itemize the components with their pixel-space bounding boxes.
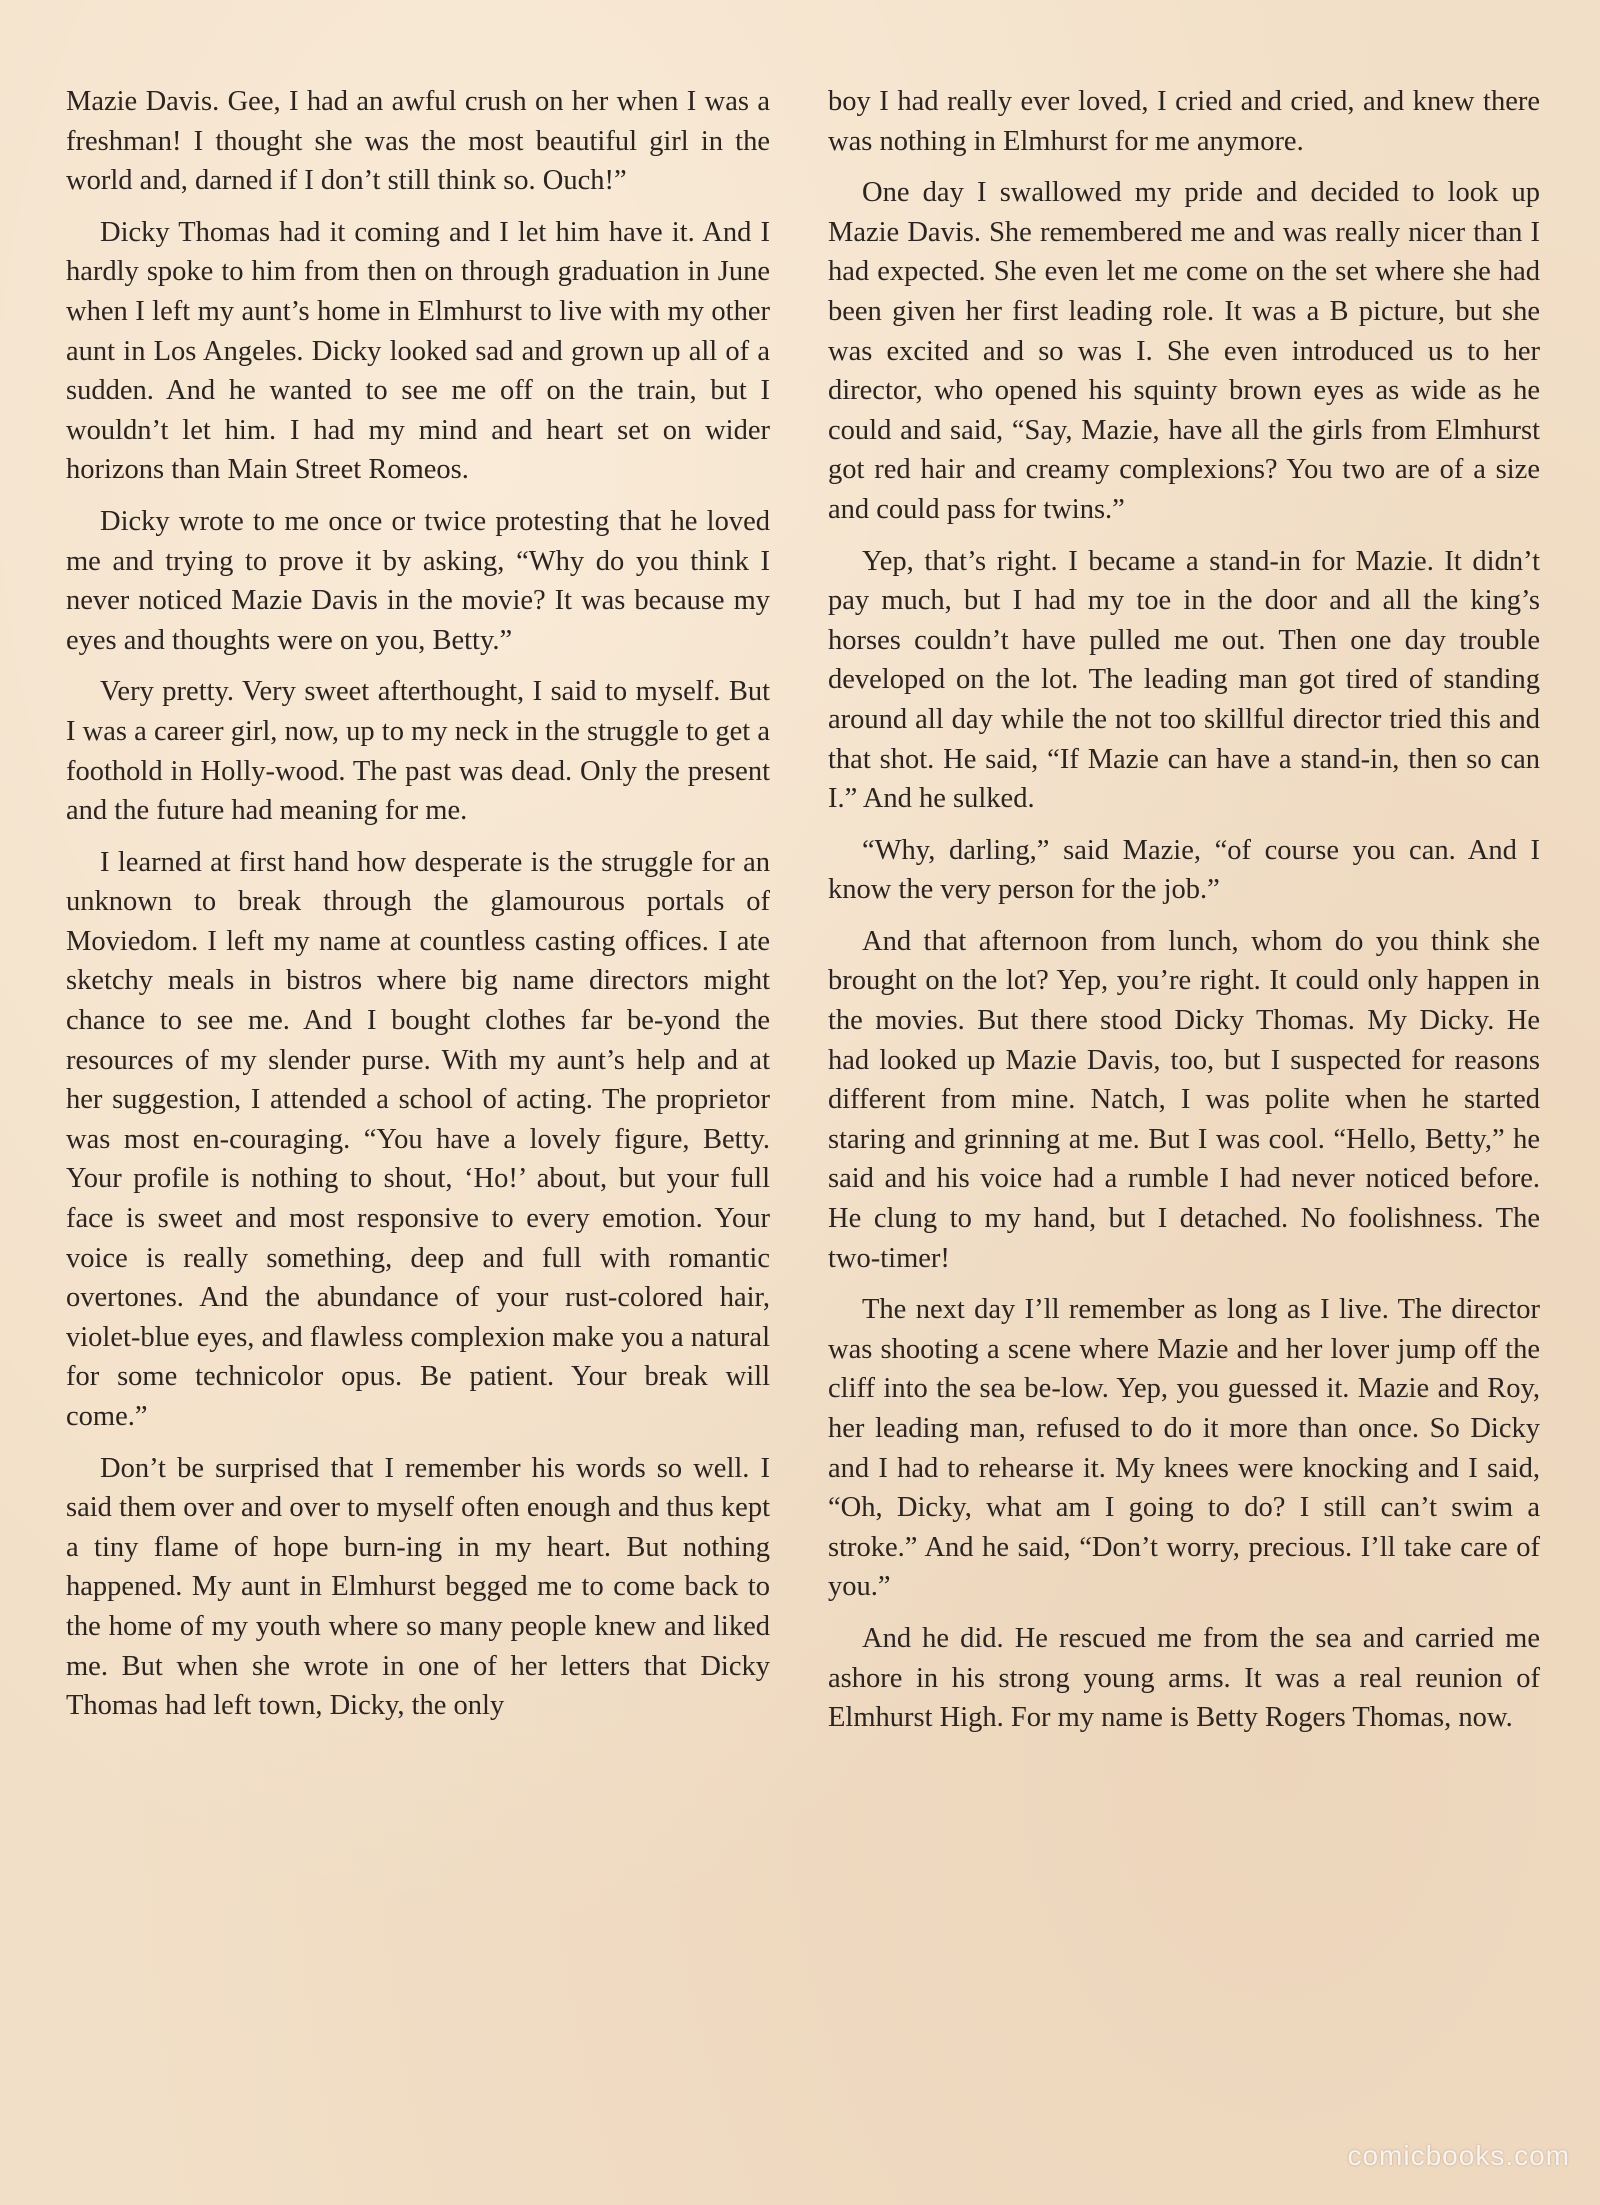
left-column	[66, 82, 770, 1738]
paragraph: “Why, darling,” said Mazie, “of course you can. And I know the very person for the job.”	[828, 834, 1540, 906]
paragraph: Dicky wrote to me once or twice protesting that he loved me and trying to prove it by asking, “Why do you think I never noticed Mazie Davis in the movie? It was because my eyes and thoughts were on you, Betty.”	[66, 505, 770, 656]
paragraph: I learned at first hand how desperate is the struggle for an unknown to break through the glamourous portals of Moviedom. I left my name at countless casting offices. I ate sketchy meals in bistros where big name directors might chance to see me. And I bought clothes far be-yond the resources of my slender purse. With my aunt’s help and at her suggestion, I attended a school of acting. The proprietor was most en-couraging. “You have a lovely figure, Betty. Your profile is nothing to shout, ‘Ho!’ about, but your full face is sweet and most responsive to every emotion. Your voice is really something, deep and full with romantic overtones. And the abundance of your rust-colored hair, violet-blue eyes, and flawless complexion make you a natural for some technicolor opus. Be patient. Your break will come.”	[66, 846, 770, 1432]
paragraph: The next day I’ll remember as long as I live. The director was shooting a scene where Mazie and her lover jump off the cliff into the sea be-low. Yep, you guessed it. Mazie and Roy, her leading man, refused to do it more than once. So Dicky and I had to rehearse it. My knees were knocking and I said, “Oh, Dicky, what am I going to do? I still can’t swim a stroke.” And he said, “Don’t worry, precious. I’ll take care of you.”	[828, 1294, 1540, 1603]
paragraph: Very pretty. Very sweet afterthought, I said to myself. But I was a career girl, now, up to my neck in the struggle to get a foothold in Holly-wood. The past was dead. Only the present and the future had meaning for me.	[66, 676, 770, 827]
paragraph: Dicky Thomas had it coming and I let him have it. And I hardly spoke to him from then on through graduation in June when I left my aunt’s home in Elmhurst to live with my other aunt in Los Angeles. Dicky looked sad and grown up all of a sudden. And he wanted to see me off on the train, but I wouldn’t let him. I had my mind and heart set on wider horizons than Main Street Romeos.	[66, 216, 770, 486]
paragraph: One day I swallowed my pride and decided to look up Mazie Davis. She remembered me and was really nicer than I had expected. She even let me come on the set where she had been given her first leading role. It was a B picture, but she was excited and so was I. She even introduced us to her director, who opened his squinty brown eyes as wide as he could and said, “Say, Mazie, have all the girls from Elmhurst got red hair and creamy complexions? You two are of a size and could pass for twins.”	[828, 177, 1540, 525]
paragraph: Don’t be surprised that I remember his words so well. I said them over and over to myself often enough and thus kept a tiny flame of hope burn-ing in my heart. But nothing happened. My aunt in Elmhurst begged me to come back to the home of my youth where so many people knew and liked me. But when she wrote in one of her letters that Dicky Thomas had left town, Dicky, the only	[66, 1452, 770, 1722]
paragraph: And that afternoon from lunch, whom do you think she brought on the lot? Yep, you’re right. It could only happen in the movies. But there stood Dicky Thomas. My Dicky. He had looked up Mazie Davis, too, but I suspected for reasons different from mine. Natch, I was polite when he started staring and grinning at me. But I was cool. “Hello, Betty,” he said and his voice had a rumble I had never noticed before. He clung to my hand, but I detached. No foolishness. The two-timer!	[828, 925, 1540, 1274]
paragraph: Mazie Davis. Gee, I had an awful crush on her when I was a freshman! I thought she was the most beautiful girl in the world and, darned if I don’t still think so. Ouch!”	[66, 86, 770, 197]
paragraph: Yep, that’s right. I became a stand-in for Mazie. It didn’t pay much, but I had my toe in the door and all the king’s horses couldn’t have pulled me out. Then one day trouble developed on the lot. The leading man got tired of standing around all day while the not too skillful director tried this and that shot. He said, “If Mazie can have a stand-in, then so can I.” And he sulked.	[828, 545, 1540, 815]
right-column	[828, 82, 1540, 1750]
watermark: comicbooks.com	[1347, 2140, 1570, 2171]
paragraph: boy I had really ever loved, I cried and cried, and knew there was nothing in Elmhurst for me anymore.	[828, 86, 1540, 157]
paragraph: And he did. He rescued me from the sea and carried me ashore in his strong young arms. It was a real reunion of Elmhurst High. For my name is Betty Rogers Thomas, now.	[828, 1622, 1540, 1734]
